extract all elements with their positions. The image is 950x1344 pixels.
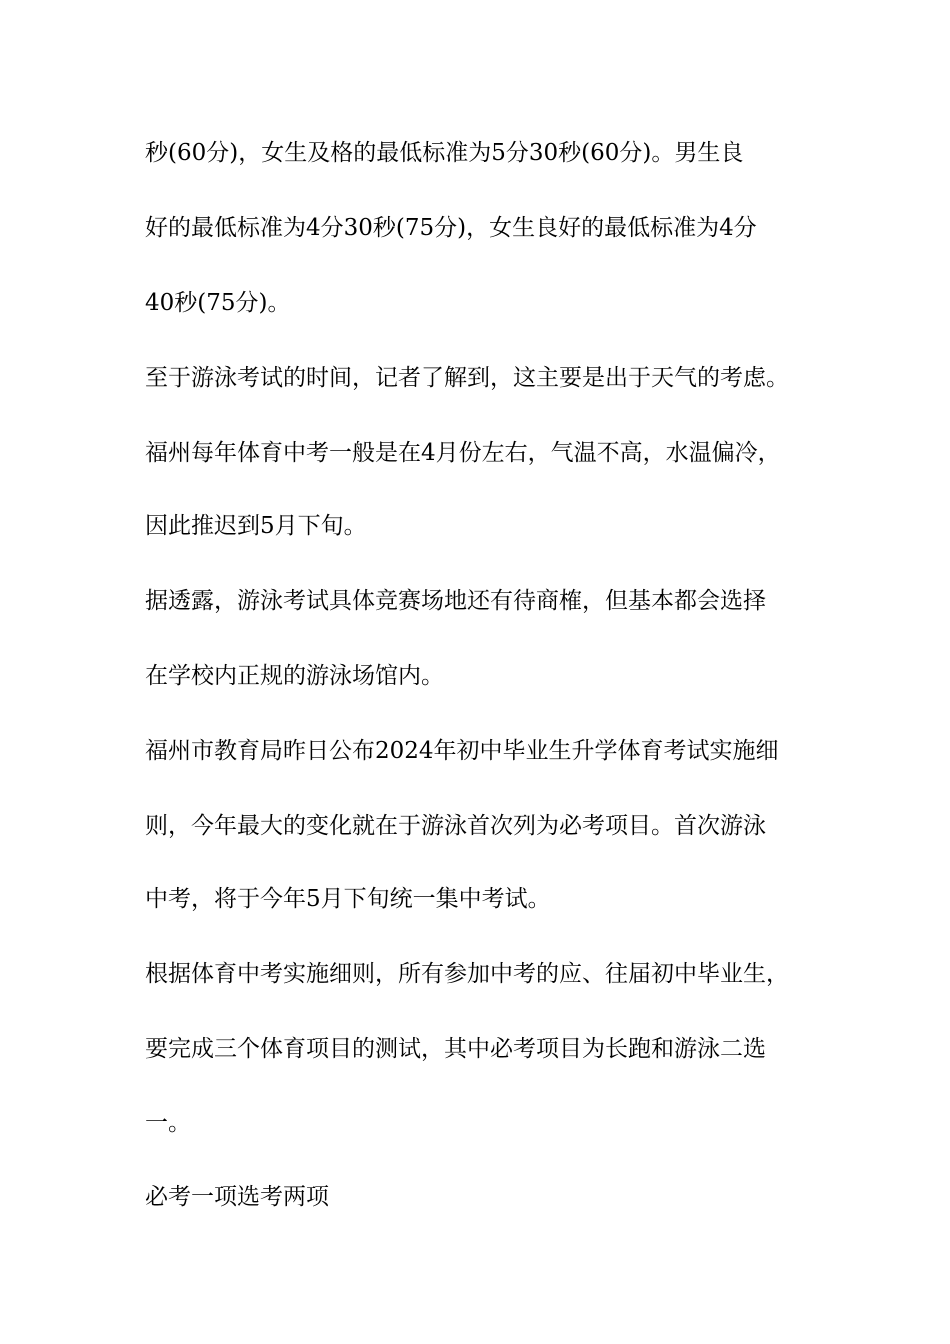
text-line: 则，今年最大的变化就在于游泳首次列为必考项目。首次游泳 (145, 813, 766, 839)
text-line: 40秒(75分)。 (145, 290, 291, 316)
text-line: 要完成三个体育项目的测试，其中必考项目为长跑和游泳二选 (145, 1036, 766, 1062)
text-line: 福州每年体育中考一般是在4月份左右，气温不高，水温偏冷， (145, 440, 781, 466)
text-line: 秒(60分)，女生及格的最低标准为5分30秒(60分)。男生良 (145, 140, 744, 166)
text-line: 据透露，游泳考试具体竞赛场地还有待商榷，但基本都会选择 (145, 588, 766, 614)
text-line: 福州市教育局昨日公布2024年初中毕业生升学体育考试实施细 (145, 738, 779, 764)
text-line: 一。 (145, 1110, 191, 1136)
text-line: 好的最低标准为4分30秒(75分)，女生良好的最低标准为4分 (145, 215, 757, 241)
text-line: 在学校内正规的游泳场馆内。 (145, 663, 444, 689)
section-heading: 必考一项选考两项 (145, 1184, 329, 1210)
text-line: 中考，将于今年5月下旬统一集中考试。 (145, 886, 551, 912)
text-line: 至于游泳考试的时间，记者了解到，这主要是出于天气的考虑。 (145, 365, 789, 391)
text-line: 因此推迟到5月下旬。 (145, 513, 367, 539)
text-line: 根据体育中考实施细则，所有参加中考的应、往届初中毕业生， (145, 961, 789, 987)
